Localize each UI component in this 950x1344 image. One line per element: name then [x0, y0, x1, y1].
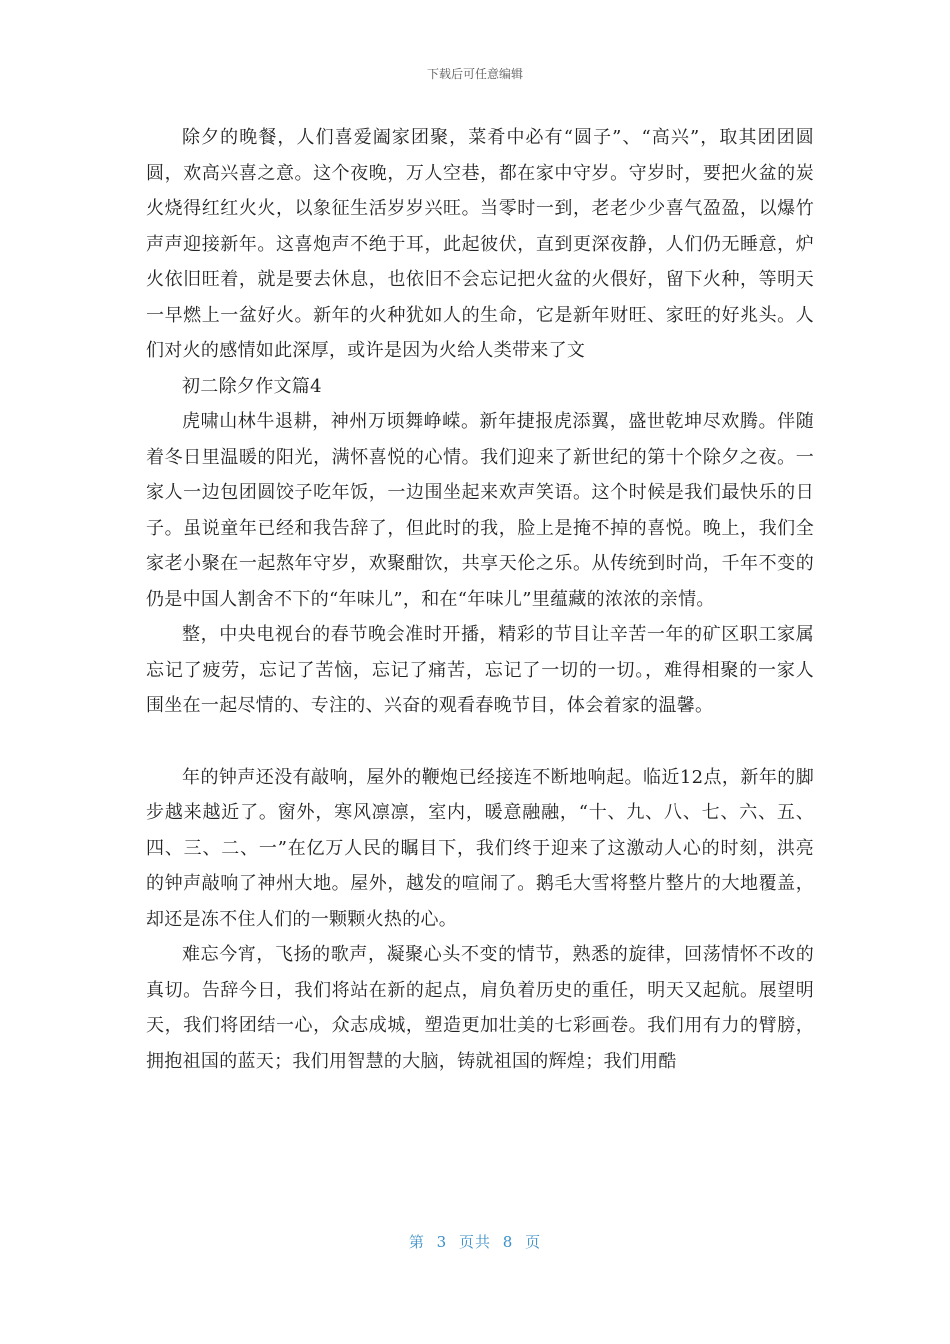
- paragraph-bell-countdown: 年的钟声还没有敲响，屋外的鞭炮已经接连不断地响起。临近12点，新年的脚步越来越近了。窗外，寒风凛凛，室内，暖意融融，“十、九、八、七、六、五、四、三、二、一”在亿万人民的瞩目下，我们终于迎来了这激动人心的时刻，洪亮的钟声敲响了神州大地。屋外，越发的喧闹了。鹅毛大雪将整片整片的大地覆盖，却还是冻不住人们的一颗颗火热的心。: [146, 766, 814, 930]
- page-header: 下载后可任意编辑: [426, 67, 523, 81]
- paragraph-new-year-eve-dinner: 除夕的晚餐，人们喜爱阖家团聚，菜肴中必有“圆子”、“高兴”，取其团团圆圆，欢高兴喜之意。这个夜晚，万人空巷，都在家中守岁。守岁时，要把火盆的炭火烧得红红火火，以象征生活岁岁兴旺。当零时一到，老老少少喜气盈盈，以爆竹声声迎接新年。这喜炮声不绝于耳，此起彼伏，直到更深夜静，人们仍无睡意，炉火依旧旺着，就是要去休息，也依旧不会忘记把火盆的火偎好，留下火种，等明天一早燃上一盆好火。新年的火种犹如人的生命，它是新年财旺、家旺的好兆头。人们对火的感情如此深厚，或许是因为火给人类带来了文: [146, 127, 814, 361]
- page-number: 第 3 页共 8 页: [408, 1233, 542, 1251]
- paragraph-spring-gala: 整，中央电视台的春节晚会准时开播，精彩的节目让辛苦一年的矿区职工家属忘记了疲劳，忘记了苦恼，忘记了痛苦，忘记了一切的一切。，难得相聚的一家人围坐在一起尽情的、专注的、兴奋的观看春晚节目，体会着家的温馨。: [146, 624, 814, 716]
- section-heading: 初二除夕作文篇4: [182, 375, 322, 397]
- paragraph-spacer: [146, 724, 814, 760]
- paragraph-tiger-year: 虎啸山林牛退耕，神州万顷舞峥嵘。新年捷报虎添翼，盛世乾坤尽欢腾。伴随着冬日里温暖的阳光，满怀喜悦的心情。我们迎来了新世纪的第十个除夕之夜。一家人一边包团圆饺子吃年饭，一边围坐起来欢声笑语。这个时候是我们最快乐的日子。虽说童年已经和我告辞了，但此时的我，脸上是掩不掉的喜悦。晚上，我们全家老小聚在一起熬年守岁，欢聚酣饮，共享天伦之乐。从传统到时尚，千年不变的仍是中国人割舍不下的“年味儿”，和在“年味儿”里蕴藏的浓浓的亲情。: [146, 411, 814, 610]
- document-body: [146, 120, 814, 1079]
- paragraph-unforgettable-night: 难忘今宵，飞扬的歌声，凝聚心头不变的情节，熟悉的旋律，回荡情怀不改的真切。告辞今日，我们将站在新的起点，肩负着历史的重任，明天又起航。展望明天，我们将团结一心，众志成城，塑造更加壮美的七彩画卷。我们用有力的臂膀，拥抱祖国的蓝天；我们用智慧的大脑，铸就祖国的辉煌；我们用酷: [146, 944, 814, 1072]
